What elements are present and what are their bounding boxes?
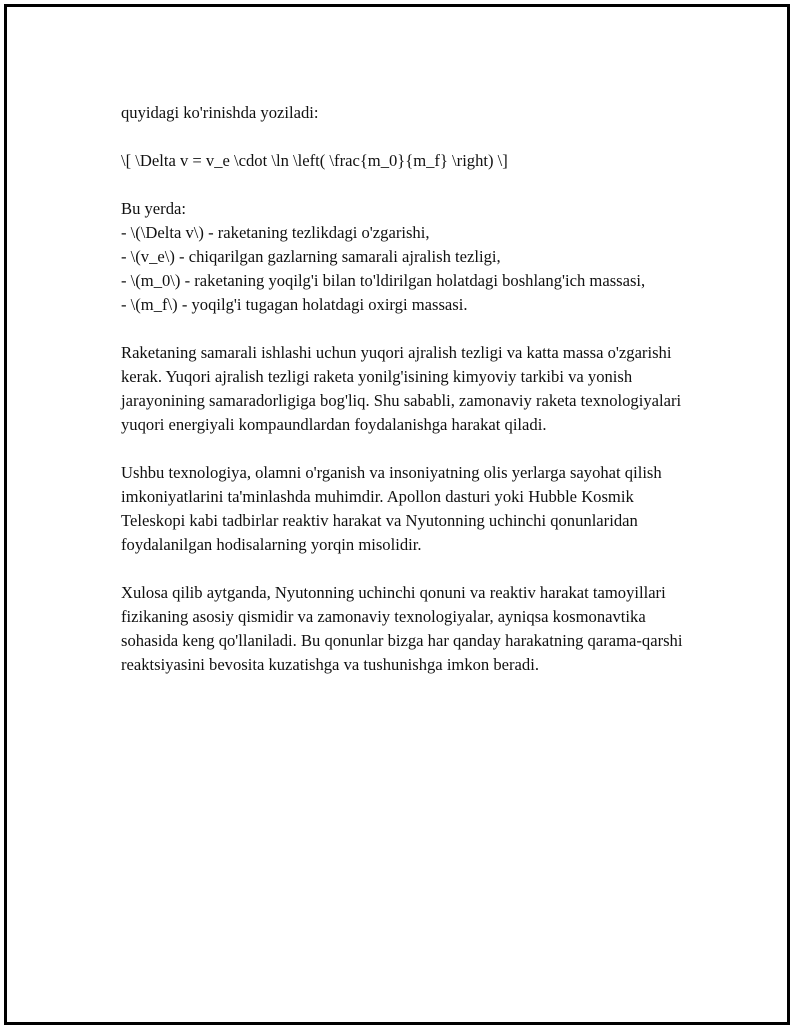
document-page (4, 4, 790, 1025)
where-heading: Bu yerda: (121, 199, 186, 218)
paragraph: Xulosa qilib aytganda, Nyutonning uchinchi qonuni va reaktiv harakat tamoyillari fizikaning asosiy qismidir va zamonaviy texnologiyalar, ayniqsa kosmonavtika sohasida keng qo'llaniladi. Bu qonunlar bizga har qanday harakatning qarama-qarshi reaktsiyasini bevosita kuzatishga va tushunishga imkon beradi. (121, 583, 683, 674)
spacer (121, 125, 701, 149)
intro-line: quyidagi ko'rinishda yoziladi: (121, 103, 319, 122)
spacer (121, 437, 701, 461)
spacer (121, 317, 701, 341)
formula-line: \[ \Delta v = v_e \cdot \ln \left( \frac{m_0}{m_f} \right) \] (121, 151, 508, 170)
spacer (121, 173, 701, 197)
definition-item: - \(m_0\) - raketaning yoqilg'i bilan to'ldirilgan holatdagi boshlang'ich massasi, (121, 271, 646, 290)
paragraph: Raketaning samarali ishlashi uchun yuqori ajralish tezligi va katta massa o'zgarishi kerak. Yuqori ajralish tezligi raketa yonilg'isining kimyoviy tarkibi va yonish jarayonining samaradorligiga bog'liq. Shu sababli, zamonaviy raketa texnologiyalari yuqori energiyali kompaundlardan foydalanishga harakat qiladi. (121, 343, 682, 434)
definition-item: - \(\Delta v\) - raketaning tezlikdagi o'zgarishi, (121, 223, 430, 242)
spacer (121, 557, 701, 581)
definition-item: - \(v_e\) - chiqarilgan gazlarning samarali ajralish tezligi, (121, 247, 501, 266)
definition-item: - \(m_f\) - yoqilg'i tugagan holatdagi oxirgi massasi. (121, 295, 468, 314)
paragraph: Ushbu texnologiya, olamni o'rganish va insoniyatning olis yerlarga sayohat qilish imkoniyatlarini ta'minlashda muhimdir. Apollon dasturi yoki Hubble Kosmik Teleskopi kabi tadbirlar reaktiv harakat va Nyutonning uchinchi qonunlaridan foydalanilgan hodisalarning yorqin misolidir. (121, 463, 662, 554)
document-body (121, 101, 701, 677)
